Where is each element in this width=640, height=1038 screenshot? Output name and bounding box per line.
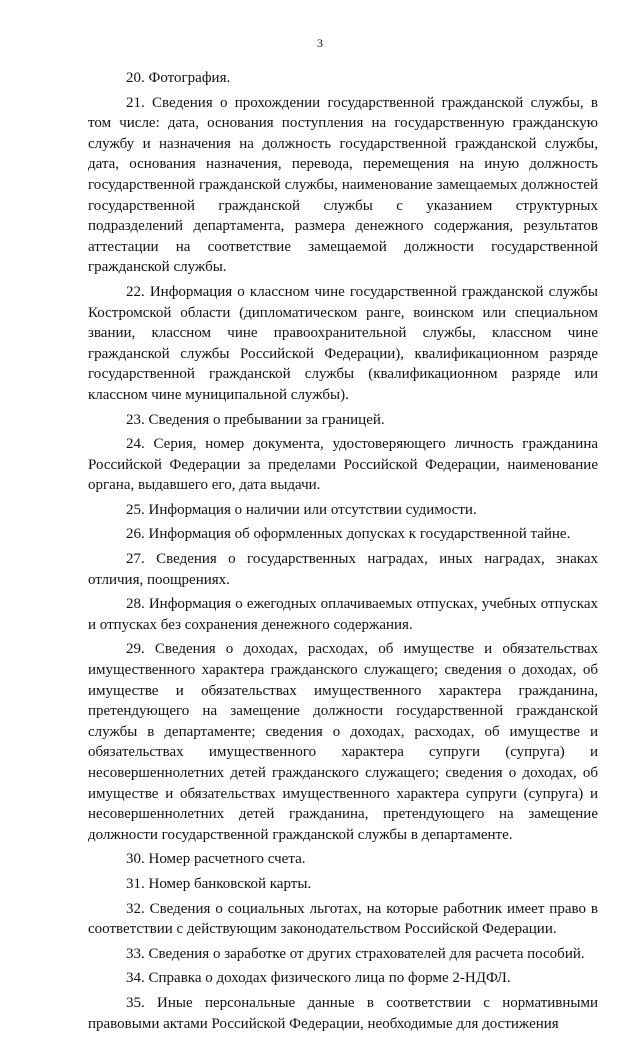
list-item-26: 26. Информация об оформленных допусках к государственной тайне. [126,526,571,543]
document-body [88,68,598,1038]
list-item-35: 35. Иные персональные данные в соответствии с нормативными правовыми актами Российской Федерации, необходимые для достижения [88,994,598,1032]
list-item-27: 27. Сведения о государственных наградах, иных наградах, знаках отличия, поощрениях. [88,551,598,588]
list-item-22: 22. Информация о классном чине государственной гражданской службы Костромской области (дипломатическом ранге, воинском или специальном звании, классном чине правоохранительной службы, классном чине гражданской службы Российской Федерации), квалификационном разряде государственной гражданской службы (квалификационном разряде или классном чине муниципальной службы). [88,283,598,403]
page-number: 3 [317,36,323,50]
list-item-31: 31. Номер банковской карты. [126,875,312,892]
list-item-21: 21. Сведения о прохождении государственной гражданской службы, в том числе: дата, основания поступления на государственную гражданскую службу и назначения на должность государственной гражданской службы, дата, основания назначения, перевода, перемещения на иную должность государственной гражданской службы, наименование замещаемых должностей государственной гражданской службы с указанием структурных подразделений департамента, размера денежного содержания, результатов аттестации на соответствие замещаемой должности государственной гражданской службы. [88,94,598,276]
list-item-33: 33. Сведения о заработке от других страхователей для расчета пособий. [126,945,585,962]
list-item-23: 23. Сведения о пребывании за границей. [126,411,385,428]
list-item-25: 25. Информация о наличии или отсутствии судимости. [126,501,477,518]
list-item-29: 29. Сведения о доходах, расходах, об имуществе и обязательствах имущественного характера гражданского служащего; сведения о доходах, об имуществе и обязательствах имущественного характера гражданина, претендующего на замещение должности государственной гражданской службы в департаменте; сведения о доходах, расходах, об имуществе и обязательствах имущественного характера супруги (супруга) и несовершеннолетних детей гражданского служащего; сведения о доходах, об имуществе и обязательствах имущественного характера супруги (супруга) и несовершеннолетних детей гражданина, претендующего на замещение должности государственной гражданской службы в департаменте. [88,641,598,843]
list-item-30: 30. Номер расчетного счета. [126,851,306,868]
list-item-20: 20. Фотография. [126,70,231,86]
list-item-24: 24. Серия, номер документа, удостоверяющего личность гражданина Российской Федерации за пределами Российской Федерации, наименование органа, выдавшего его, дата выдачи. [88,436,598,494]
list-item-32: 32. Сведения о социальных льготах, на которые работник имеет право в соответствии с действующим законодательством Российской Федерации. [88,900,598,938]
list-item-34: 34. Справка о доходах физического лица по форме 2-НДФЛ. [126,970,511,987]
list-item-28: 28. Информация о ежегодных оплачиваемых отпусках, учебных отпусках и отпусках без сохранения денежного содержания. [88,596,598,633]
